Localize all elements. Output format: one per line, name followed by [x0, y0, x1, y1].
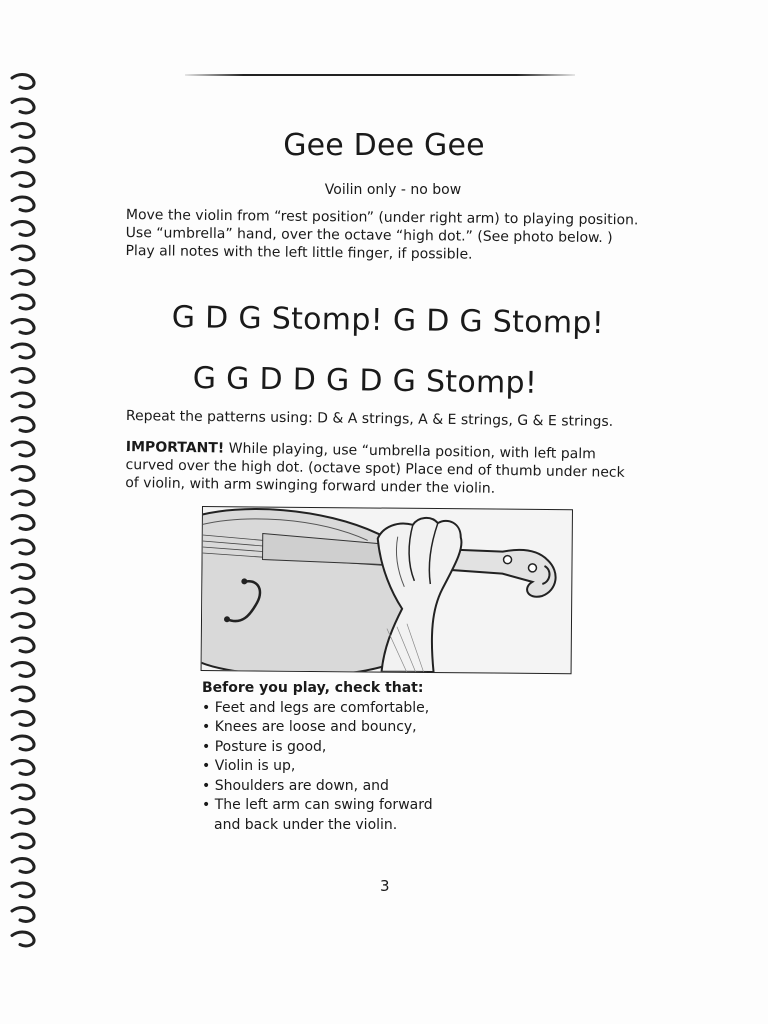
pattern-line-1: G D G Stomp! G D G Stomp! [171, 300, 605, 342]
top-rule [185, 74, 575, 76]
spiral-coil-icon [12, 614, 34, 628]
intro-paragraph [125, 206, 666, 266]
spiral-coil-icon [12, 75, 34, 89]
spiral-coil-icon [12, 810, 34, 824]
spiral-coil-icon [12, 883, 34, 897]
spiral-coil-icon [12, 197, 34, 211]
pattern-line-2: G G D D G D G Stomp! [192, 361, 538, 401]
important-text: curved over the high dot. (octave spot) Place end of thumb under neck [125, 456, 625, 481]
spiral-coil-icon [12, 736, 34, 750]
repeat-instructions: Repeat the patterns using: D & A strings, A & E strings, G & E strings. [125, 408, 614, 430]
spiral-coil-icon [12, 99, 34, 113]
spiral-coil-icon [12, 393, 34, 407]
spiral-coil-icon [12, 418, 34, 432]
spiral-coil-icon [12, 442, 34, 456]
important-note [125, 438, 666, 500]
spiral-coil-icon [12, 467, 34, 481]
spiral-coil-icon [12, 565, 34, 579]
checklist-heading: Before you play, check that: [202, 680, 424, 696]
spiral-coil-icon [12, 344, 34, 358]
important-text: While playing, use “umbrella position, with left palm [224, 440, 596, 463]
spiral-coil-icon [12, 687, 34, 701]
spiral-coil-icon [12, 932, 34, 946]
checklist-item: • Feet and legs are comfortable, [202, 699, 430, 716]
spiral-coil-icon [12, 516, 34, 530]
checklist-item-continuation: and back under the violin. [214, 816, 398, 833]
spiral-coil-icon [12, 295, 34, 309]
intro-line: Use “umbrella” hand, over the octave “high dot.” (See photo below. ) [125, 224, 613, 247]
spiral-coil-icon [12, 540, 34, 554]
spiral-binding-icon [6, 70, 46, 950]
spiral-coil-icon [12, 908, 34, 922]
intro-line: Play all notes with the left little finger, if possible. [125, 242, 473, 263]
spiral-coil-icon [12, 589, 34, 603]
checklist-item: • Violin is up, [202, 758, 296, 774]
intro-line: Move the violin from “rest position” (under right arm) to playing position. [125, 206, 639, 229]
spiral-coil-icon [12, 785, 34, 799]
important-text: of violin, with arm swinging forward under the violin. [125, 474, 496, 497]
spiral-coil-icon [12, 859, 34, 873]
spiral-coil-icon [12, 491, 34, 505]
page-subtitle: Voilin only - no bow [324, 182, 462, 198]
page-number: 3 [380, 877, 390, 895]
spiral-coil-icon [12, 271, 34, 285]
checklist-item: • Posture is good, [202, 738, 327, 755]
checklist-item: • Knees are loose and bouncy, [202, 719, 417, 735]
spiral-coil-icon [12, 663, 34, 677]
spiral-coil-icon [12, 834, 34, 848]
spiral-coil-icon [12, 369, 34, 383]
page-title: Gee Dee Gee [283, 128, 485, 163]
checklist-item: • The left arm can swing forward [202, 797, 433, 813]
violin-hand-photo [201, 506, 573, 674]
checklist-item: • Shoulders are down, and [202, 777, 389, 794]
spiral-coil-icon [12, 712, 34, 726]
spiral-coil-icon [12, 761, 34, 775]
spiral-coil-icon [12, 638, 34, 652]
spiral-coil-icon [12, 320, 34, 334]
important-label: IMPORTANT! [125, 438, 225, 457]
checklist [202, 679, 433, 835]
spiral-coil-icon [12, 222, 34, 236]
spiral-coil-icon [12, 246, 34, 260]
